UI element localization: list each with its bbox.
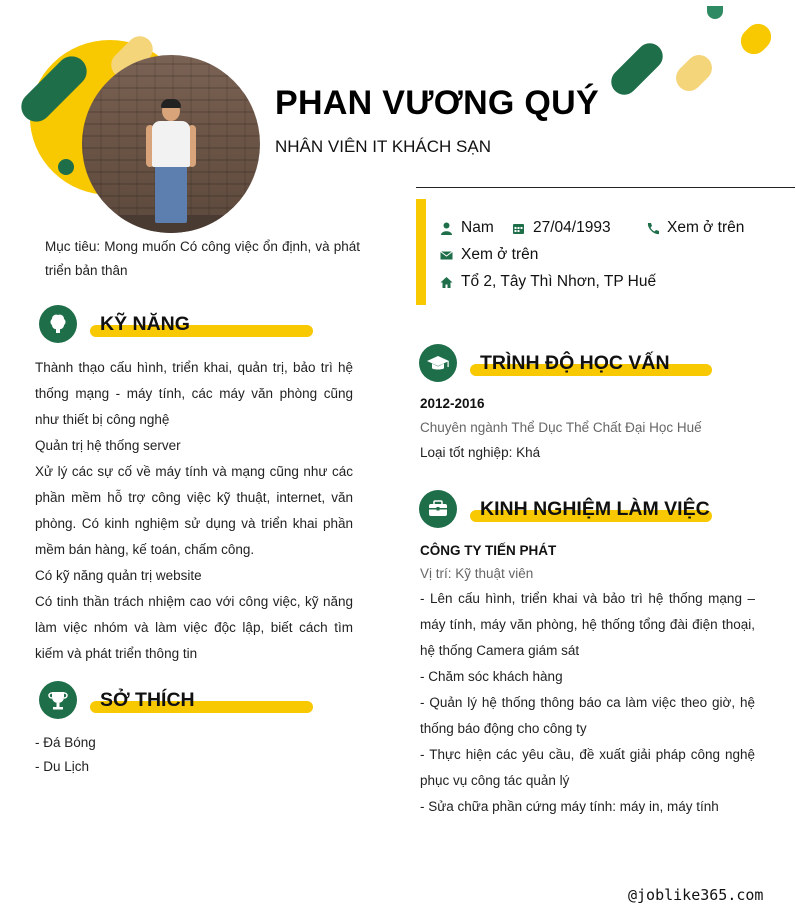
trophy-icon — [39, 681, 77, 719]
hobbies-title: SỞ THÍCH — [100, 689, 195, 711]
skill-item: Quản trị hệ thống server — [35, 438, 181, 453]
experience-item: - Sửa chữa phần cứng máy tính: máy in, máy tính — [420, 799, 719, 814]
contact-phone — [646, 219, 744, 237]
hobby-item: - Du Lịch — [35, 759, 90, 774]
candidate-name: PHAN VƯƠNG QUÝ — [275, 84, 599, 122]
experience-title: KINH NGHIỆM LÀM VIỆC — [480, 498, 710, 520]
skill-item: Thành thạo cấu hình, triển khai, quản trị, bảo trì hệ thống mạng - máy tính, các máy văn phòng cũng như thiết bị công nghệ — [35, 360, 353, 427]
contact-accent-bar — [416, 199, 426, 305]
decor-green-pill-right — [606, 38, 668, 100]
job-position: Vị trí: Kỹ thuật viên — [420, 566, 534, 581]
experience-item: - Chăm sóc khách hàng — [420, 669, 563, 684]
divider — [416, 187, 795, 188]
experience-item: - Lên cấu hình, triển khai và bảo trì hệ thống mạng – máy tính, máy văn phòng, hệ thống tổng đài điện thoại, hệ thống Camera giám sát — [420, 591, 755, 658]
skill-item: Có kỹ năng quản trị website — [35, 568, 202, 583]
home-icon — [440, 276, 453, 289]
skill-item: Có tinh thần trách nhiệm cao với công việc, kỹ năng làm việc nhóm và làm việc độc lập, biết cách tìm kiếm và phát triển thông tin — [35, 594, 353, 661]
education-title: TRÌNH ĐỘ HỌC VẤN — [480, 352, 670, 374]
brain-icon — [39, 305, 77, 343]
decor-green-dot-top — [707, 6, 723, 19]
graduation-cap-icon — [419, 344, 457, 382]
hobby-item: - Đá Bóng — [35, 735, 96, 750]
contact-gender — [440, 219, 494, 237]
email-value[interactable]: Xem ở trên — [461, 246, 539, 263]
phone-icon — [646, 222, 659, 235]
contact-dob — [512, 219, 611, 237]
address-value: Tổ 2, Tây Thì Nhơn, TP Huế — [461, 273, 657, 290]
gender-value: Nam — [461, 219, 494, 236]
job-title: NHÂN VIÊN IT KHÁCH SẠN — [275, 137, 492, 156]
company-name: CÔNG TY TIẾN PHÁT — [420, 543, 557, 558]
experience-list — [420, 586, 755, 820]
education-years: 2012-2016 — [420, 396, 485, 411]
career-objective: Mục tiêu: Mong muốn Có công việc ổn định, và phát triển bản thân — [45, 239, 360, 278]
contact-email — [440, 246, 538, 264]
decor-green-dot — [58, 159, 74, 175]
phone-value[interactable]: Xem ở trên — [667, 219, 745, 236]
decor-pale-yellow-pill-right — [671, 50, 718, 97]
envelope-icon — [440, 249, 453, 262]
dob-value: 27/04/1993 — [533, 219, 611, 236]
calendar-icon — [512, 222, 525, 235]
decor-yellow-pill-right — [735, 18, 776, 59]
skill-item: Xử lý các sự cố về máy tính và mạng cũng như các phần mềm hỗ trợ công việc kỹ thuật, internet, văn phòng. Có kinh nghiệm sử dụng và triển khai phần mềm bán hàng, kế toán, chấm công. — [35, 464, 353, 557]
person-icon — [440, 222, 453, 235]
experience-item: - Thực hiện các yêu cầu, đề xuất giải pháp công nghệ phục vụ công tác quản lý — [420, 747, 755, 788]
skills-title: KỸ NĂNG — [100, 313, 190, 335]
profile-photo — [82, 55, 260, 233]
contact-address — [440, 273, 656, 291]
skills-list — [35, 355, 353, 667]
education-rank: Loại tốt nghiệp: Khá — [420, 445, 541, 460]
experience-item: - Quản lý hệ thống thông báo ca làm việc theo giờ, hệ thống báo động cho công ty — [420, 695, 755, 736]
briefcase-icon — [419, 490, 457, 528]
website-watermark: @joblike365.com — [628, 886, 764, 904]
education-major: Chuyên ngành Thể Dục Thể Chất Đại Học Huế — [420, 420, 702, 435]
